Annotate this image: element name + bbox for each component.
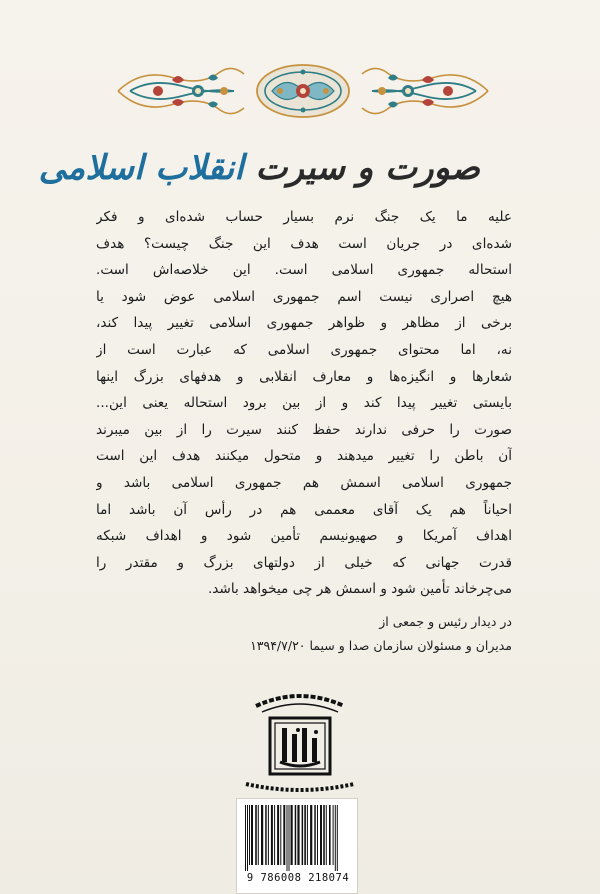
- barcode-bar: [274, 805, 275, 865]
- book-title: [38, 138, 480, 198]
- calligraphy-mark: [280, 728, 320, 766]
- barcode-bar: [245, 805, 246, 871]
- barcode-bar: [247, 805, 248, 871]
- isbn-number: 9 786008 218074: [246, 872, 350, 884]
- barcode-bar: [302, 805, 304, 865]
- quote-line: استحاله جمهوری اسلامی است. این خلاصه‌اش است.: [96, 262, 512, 279]
- barcode-bar: [261, 805, 263, 865]
- barcode-bar: [251, 805, 253, 865]
- barcode-bar: [268, 805, 269, 865]
- quote-line: احیاناً هم یک آقای معممی هم در رأس آن باشد اما: [96, 501, 512, 518]
- quote-line: علیه ما یک جنگ نرم بسیار حساب شده‌ای و فکر: [96, 209, 512, 225]
- barcode-bar: [295, 805, 297, 865]
- barcode-bar: [333, 805, 334, 865]
- barcode-bar: [314, 805, 316, 865]
- ornament-band: [112, 60, 494, 122]
- barcode-bar: [323, 805, 325, 865]
- quote-text: [96, 204, 512, 603]
- barcode-bar: [289, 805, 290, 871]
- barcode-bar: [280, 805, 281, 865]
- barcode-label: [236, 798, 358, 894]
- quote-line: هیچ اصراری نیست اسم جمهوری اسلامی عوض شود یا: [96, 288, 512, 305]
- ornament-center-medallion: [257, 65, 349, 117]
- barcode-bar: [335, 805, 336, 871]
- barcode-bar: [265, 805, 267, 865]
- barcode-bar: [307, 805, 308, 865]
- barcode-bar: [310, 805, 312, 865]
- book-title-part1: صورت و سیرت: [255, 148, 480, 188]
- barcode-bar: [277, 805, 279, 865]
- quote-line: آن باطن را تغییر میدهند و متحول میکنند هدف این است: [96, 448, 512, 465]
- ornament-left-wing: [118, 68, 244, 113]
- publisher-logo: [240, 684, 360, 800]
- barcode-bar: [304, 805, 306, 865]
- quote-line: اهداف آمریکا و صهیونیسم تأمین شود و اهداف شبکه: [96, 528, 512, 545]
- ornament-right-wing: [362, 68, 488, 113]
- quote-line: صورت را حرفی ندارند حفظ کنند سیرت را از بین میبرند: [96, 421, 512, 438]
- book-title-part2: انقلاب اسلامی: [38, 148, 244, 188]
- isbn-barcode: [243, 805, 353, 871]
- barcode-bar: [255, 805, 257, 865]
- barcode-bar: [320, 805, 322, 865]
- quote-line: برخی از مظاهر و ظواهر جمهوری اسلامی تغییر پیدا کند،: [96, 315, 512, 332]
- barcode-bar: [326, 805, 327, 865]
- barcode-bar: [271, 805, 273, 865]
- quote-line: می‌چرخاند تأمین شود و اسمش هر چی میخواهد باشد.: [207, 581, 512, 598]
- quote-line: جمهوری اسلامی اسمش هم جمهوری اسلامی باشد و: [96, 474, 512, 491]
- barcode-bar: [337, 805, 338, 871]
- barcode-bar: [329, 805, 331, 865]
- barcode-bar: [287, 805, 288, 871]
- barcode-bar: [283, 805, 285, 865]
- quote-line: بایستی تغییر پیدا کند و از بین برود استحاله یعنی این...: [96, 395, 512, 412]
- quote-line: قدرت جهانی که خیلی از دولتهای بزرگ و مقتدر را: [96, 554, 512, 571]
- quote-citation: [200, 610, 512, 658]
- barcode-bar: [297, 805, 299, 865]
- barcode-bar: [258, 805, 259, 865]
- citation-line-1: در دیدار رئیس و جمعی از: [379, 614, 512, 629]
- quote-line: شعارها و انگیزه‌ها و معارف انقلابی و هدفهای بزرگ اینها: [96, 368, 512, 385]
- citation-line-2: مدیران و مسئولان سازمان صدا و سیما ۱۳۹۴/۷/۲۰: [250, 638, 512, 653]
- quote-line: شده‌ای در جریان است هدف این جنگ چیست؟ هدف: [96, 235, 512, 252]
- barcode-bar: [249, 805, 250, 865]
- barcode-bar: [291, 805, 293, 865]
- quote-line: نه، اما محتوای جمهوری اسلامی که عبارت است از: [96, 341, 512, 358]
- barcode-bar: [317, 805, 318, 865]
